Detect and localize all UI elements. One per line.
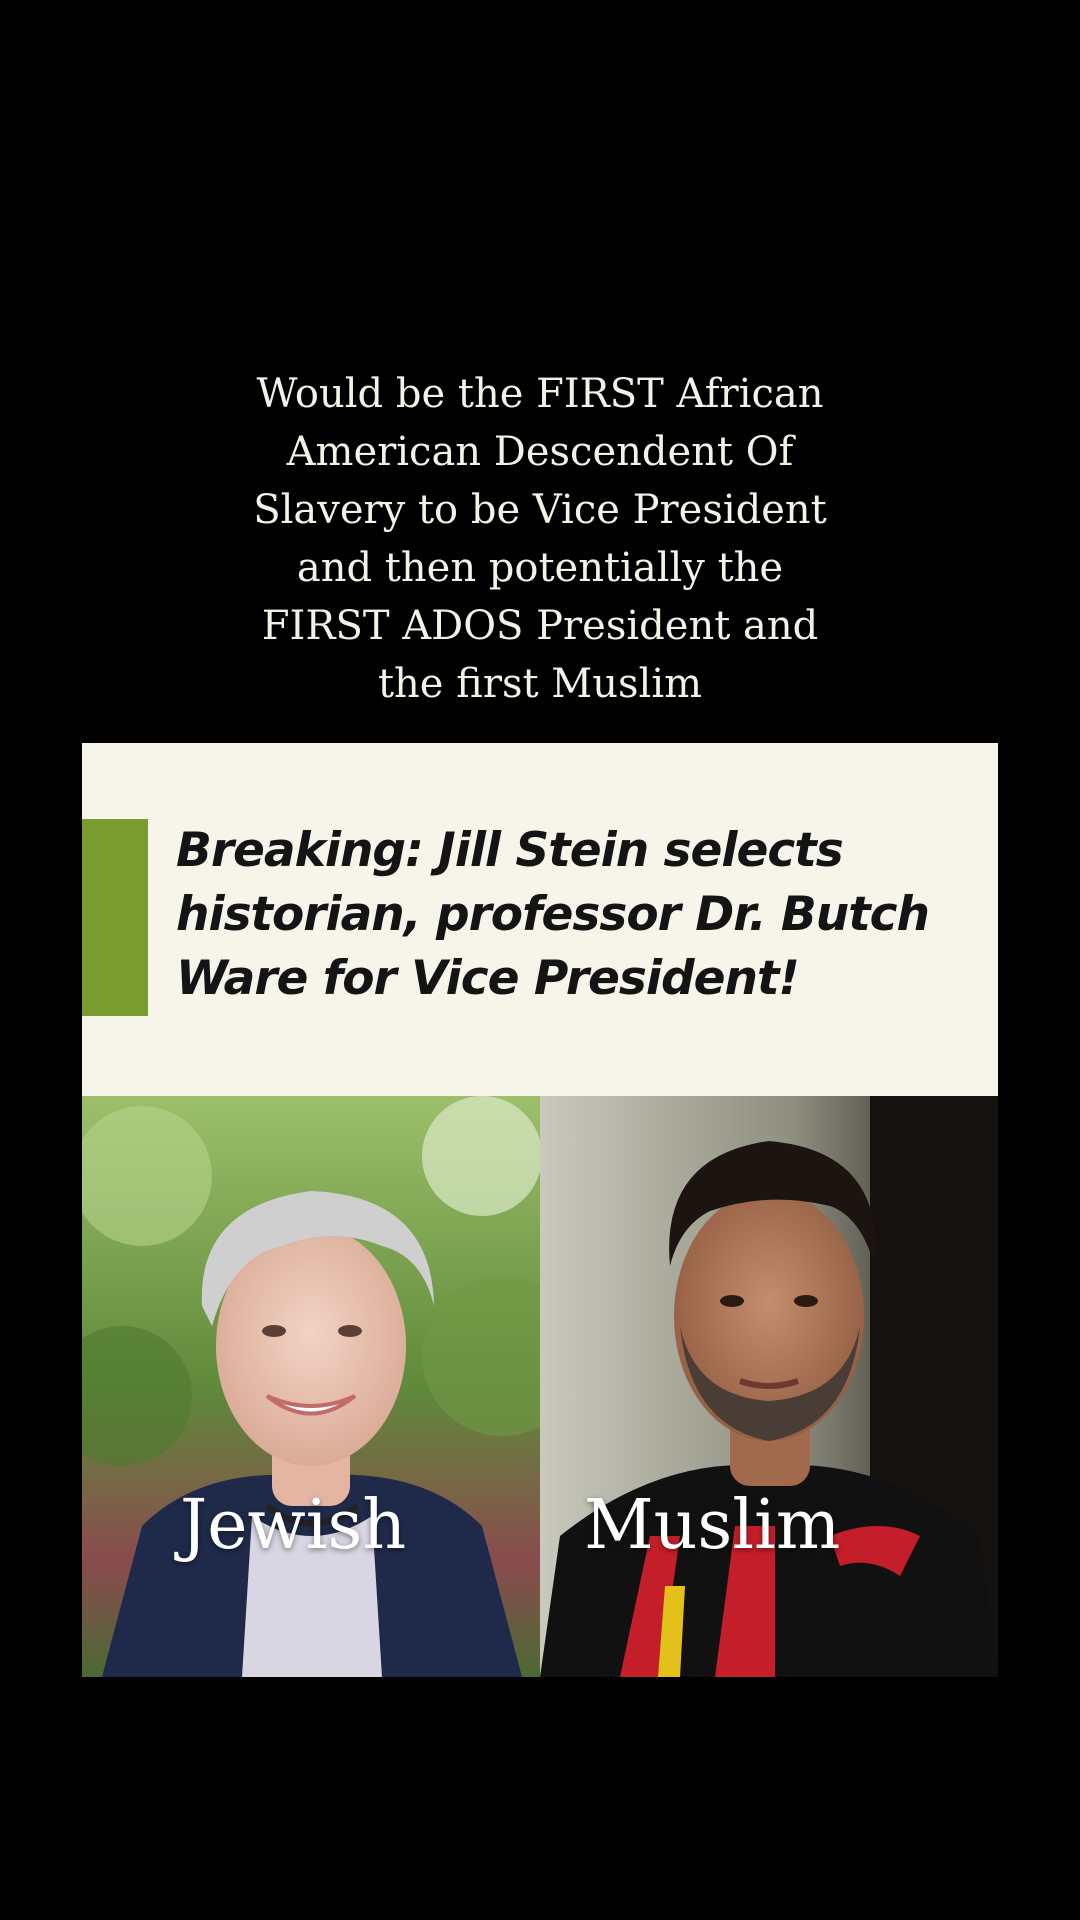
portrait-left-image [82,1096,540,1677]
portrait-right-image [540,1096,998,1677]
religion-label-muslim: Muslim [584,1486,841,1565]
religion-label-jewish: Jewish [180,1486,407,1565]
photo-left [82,1096,540,1677]
photo-pair [82,1096,998,1677]
caption-text: Would be the FIRST African American Descendent Of Slavery to be Vice President and then potentially the FIRST ADOS President and the first Muslim [253,371,827,707]
accent-bar [82,819,148,1016]
news-card [82,743,998,1677]
headline: Breaking: Jill Stein selects historian, professor Dr. Butch Ware for Vice President! [176,823,929,1006]
photo-right [540,1096,998,1677]
